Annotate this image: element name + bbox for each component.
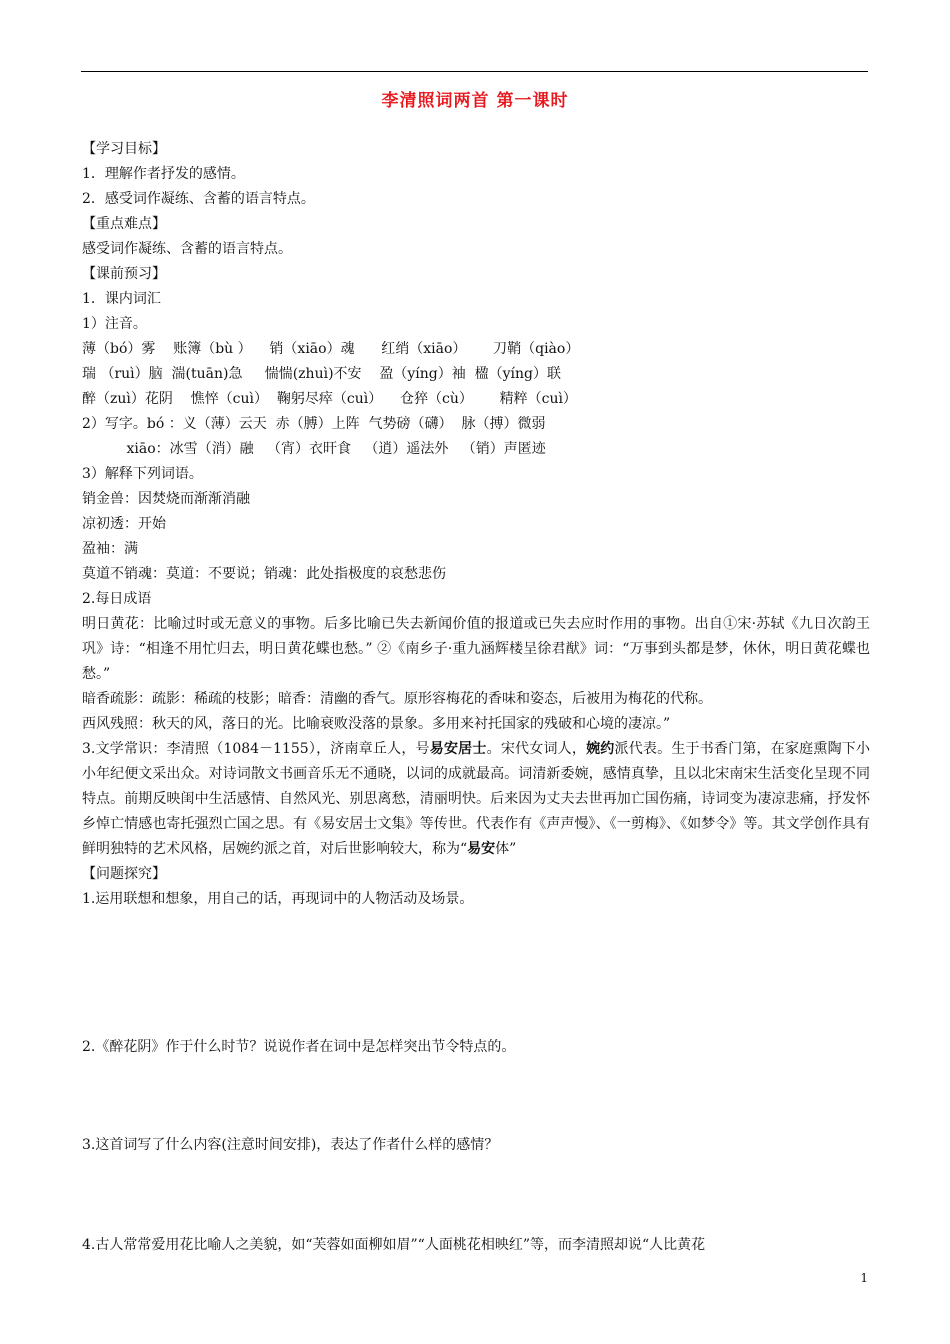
- literature-bold: 易安: [467, 841, 496, 857]
- explain-line: 凉初透：开始: [82, 516, 166, 532]
- key-heading: 【重点难点】: [82, 216, 166, 232]
- page-number: 1: [860, 1271, 868, 1285]
- question-item: 4.古人常常爱用花比喻人之美貌，如“芙蓉如面柳如眉”“人面桃花相映红”等，而李清照却说“人比黄花: [82, 1237, 706, 1253]
- phonetic-line: 醉（zuì）花阴 憔悴（cuì） 鞠躬尽瘁（cuì） 仓猝（cù） 精粹（cuì）: [82, 391, 577, 407]
- literature-text: 3.文学常识：李清照（1084－1155），济南章丘人，号: [82, 741, 430, 757]
- writing-line: 2）写字。bó ：义（薄）云天 赤（膊）上阵 气势磅（礴） 脉（搏）微弱: [82, 416, 546, 432]
- phonetic-heading: 1）注音。: [82, 316, 147, 332]
- literature-text: 派代表。生于书香门第，在家庭熏陶下小小年纪便文采出众。对诗词散文书画音乐无不通晓，以词的成就最高。词清新委婉，感情真挚，且以北宋南宋生活变化呈现不同特点。前期反映闺中生活感情、自然风光、别思离愁，清丽明快。后来因为丈夫去世再加亡国伤痛，诗词变为凄凉悲痛，抒发怀乡悼亡情感也寄托强烈亡国之思。有《易安居士文集》等传世。代表作有《声声慢》、《一剪梅》、《如梦令》等。其文学创作具有鲜明独特的艺术风格，居婉约派之首，对后世影响较大，称为“: [82, 741, 871, 857]
- idiom-paragraph: 明日黄花：比喻过时或无意义的事物。后多比喻已失去新闻价值的报道或已失去应时作用的事物。出自①宋·苏轼《九日次韵王巩》诗：“相逢不用忙归去，明日黄花蝶也愁。” ②《南乡子·重九涵辉楼呈徐君猷》词：“万事到头都是梦，休休，明日黄花蝶也愁。”: [82, 616, 870, 682]
- literature-text: 。宋代女词人，: [486, 741, 587, 757]
- idiom-heading: 2.每日成语: [82, 591, 152, 607]
- inquiry-heading: 【问题探究】: [82, 866, 166, 882]
- writing-line: xiāo：冰雪（消）融 （宵）衣旰食 （逍）遥法外 （销）声匿迹: [82, 441, 546, 457]
- key-text: 感受词作凝练、含蓄的语言特点。: [82, 241, 292, 257]
- page-title: 李清照词两首 第一课时: [381, 91, 569, 111]
- explain-line: 销金兽：因焚烧而渐渐消融: [82, 491, 250, 507]
- phonetic-line: 薄（bó）雾 账簿（bù ） 销（xiāo）魂 红绡（xiāo） 刀鞘（qiào）: [82, 341, 580, 357]
- question-item: 3.这首词写了什么内容(注意时间安排)，表达了作者什么样的感情？: [82, 1137, 499, 1153]
- idiom-paragraph: 西风残照：秋天的风，落日的光。比喻衰败没落的景象。多用来衬托国家的残破和心境的凄凉。”: [82, 716, 671, 732]
- literature-text: 体”: [495, 841, 517, 857]
- idiom-paragraph: 暗香疏影：疏影：稀疏的枝影；暗香：清幽的香气。原形容梅花的香味和姿态，后被用为梅花的代称。: [82, 691, 712, 707]
- question-item: 2.《醉花阴》作于什么时节？说说作者在词中是怎样突出节令特点的。: [82, 1039, 516, 1055]
- goal-item: 2．感受词作凝练、含蓄的语言特点。: [82, 191, 315, 207]
- question-item: 1.运用联想和想象，用自己的话，再现词中的人物活动及场景。: [82, 891, 474, 907]
- literature-paragraph: [82, 737, 870, 862]
- document-body: [82, 137, 870, 912]
- goals-heading: 【学习目标】: [82, 141, 166, 157]
- preview-heading: 【课前预习】: [82, 266, 166, 282]
- header-rule: [81, 71, 868, 72]
- phonetic-line: 瑞 （ruì）脑 湍(tuān)急 惴惴(zhuì)不安 盈（yíng）袖 楹（yíng）联: [82, 366, 561, 382]
- literature-bold: 婉约: [586, 741, 615, 757]
- explain-heading: 3）解释下列词语。: [82, 466, 203, 482]
- literature-bold: 易安居士: [429, 741, 487, 757]
- vocab-heading: 1．课内词汇: [82, 291, 161, 307]
- explain-line: 莫道不销魂：莫道：不要说；销魂：此处指极度的哀愁悲伤: [82, 566, 446, 582]
- explain-line: 盈袖：满: [82, 541, 138, 557]
- goal-item: 1．理解作者抒发的感情。: [82, 166, 245, 182]
